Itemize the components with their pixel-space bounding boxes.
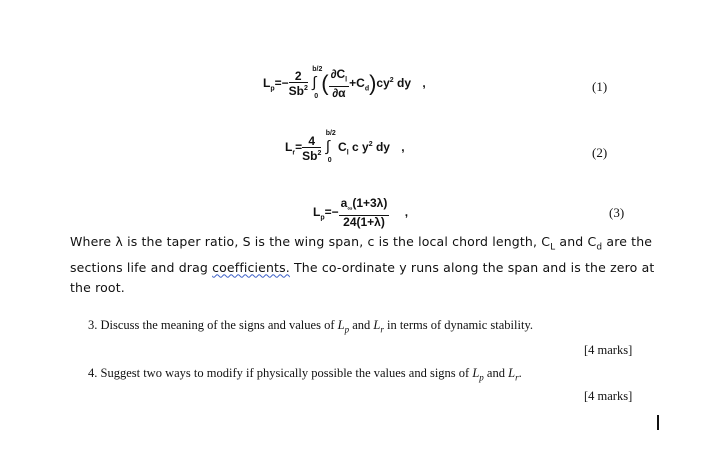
q3-prefix: 3. Discuss the meaning of the signs and values of	[88, 318, 338, 332]
q4-var-2-sub: r	[515, 372, 519, 383]
eq3-comma: ,	[404, 204, 409, 219]
eq1-tail-sup: 2	[389, 76, 394, 84]
question-3	[88, 318, 533, 335]
integral-sign-icon: ∫	[325, 138, 330, 155]
eq1-open-paren: (	[321, 70, 329, 96]
eq3-num-rest: (1+3λ)	[352, 196, 388, 210]
q3-var-2: L	[373, 318, 381, 332]
para-text-1: Where λ is the taper ratio, S is the wing span, c is the local chord length, C	[70, 234, 551, 249]
eq1-dy: dy	[397, 75, 412, 90]
equation-2	[285, 130, 405, 164]
para-text-4: The co-ordinate y runs along the span and is the zero at the root.	[70, 259, 655, 295]
eq3-num-a: a	[340, 196, 348, 210]
eq1-int-lower: 0	[314, 92, 319, 100]
eq1-coef-num: 2	[289, 70, 308, 83]
eq3-fraction	[339, 197, 390, 228]
eq2-int-lower: 0	[327, 157, 332, 164]
eq1-prefix: =−	[274, 75, 289, 90]
equation-1	[263, 65, 426, 101]
eq3-num-a-sub: ∞	[347, 205, 353, 213]
equation-2-label: (2)	[592, 145, 608, 160]
eq1-integral	[311, 65, 323, 100]
para-text-3: are the sections life and drag	[70, 234, 653, 275]
question-3-marks: [4 marks]	[584, 343, 633, 357]
eq1-partial-fraction	[329, 68, 350, 99]
q4-suffix: .	[518, 366, 522, 380]
para-sub-d: d	[596, 242, 603, 253]
eq1-int-upper: b/2	[312, 65, 323, 73]
q4-mid: and	[483, 366, 509, 380]
eq2-body-sub: l	[346, 149, 349, 157]
q3-var-1-sub: p	[344, 324, 350, 335]
spellcheck-underlined-word[interactable]: coefficients.	[212, 259, 290, 275]
eq2-coef-den-text: Sb	[302, 148, 318, 163]
para-text-2: and C	[555, 234, 597, 249]
eq1-coef-den-sup: 2	[303, 85, 308, 93]
eq1-plus-term: +C	[349, 75, 365, 90]
equation-3-label: (3)	[609, 205, 625, 220]
eq2-body2: c y	[352, 140, 369, 155]
eq1-partial-num-sub: l	[345, 76, 348, 84]
q4-var-1-sub: p	[479, 372, 484, 383]
q4-prefix: 4. Suggest two ways to modify if physically possible the values and signs of	[88, 366, 473, 380]
eq2-int-upper: b/2	[325, 130, 336, 137]
eq2-body2-sup: 2	[368, 141, 373, 149]
eq2-coefficient	[302, 135, 321, 162]
eq2-body: C	[338, 140, 347, 155]
eq1-plus-term-sub: d	[364, 85, 370, 93]
integral-sign-icon: ∫	[312, 73, 317, 91]
eq1-partial-num-text: ∂C	[330, 67, 346, 81]
question-4	[88, 366, 522, 383]
equation-1-label: (1)	[592, 79, 608, 94]
eq3-lhs: L	[313, 204, 321, 219]
eq1-comma: ,	[422, 75, 426, 90]
q3-var-1: L	[337, 318, 345, 332]
question-4-marks: [4 marks]	[584, 389, 633, 403]
eq2-coef-den	[302, 148, 321, 162]
q4-var-1: L	[472, 366, 480, 380]
eq2-integral	[325, 130, 336, 164]
q3-mid: and	[349, 318, 374, 332]
eq1-partial-num	[329, 68, 350, 87]
eq2-comma: ,	[401, 140, 405, 155]
eq2-lhs: L	[285, 140, 293, 155]
eq3-lhs-sub: p	[320, 214, 325, 222]
eq2-lhs-sub: r	[292, 149, 296, 157]
eq1-lhs-sub: p	[270, 85, 275, 93]
eq1-coef-den-text: Sb	[288, 84, 304, 99]
eq3-den: 24(1+λ)	[343, 215, 385, 230]
eq2-coef-num: 4	[302, 135, 321, 148]
eq2-prefix: =	[295, 140, 303, 155]
eq1-lhs: L	[263, 75, 271, 90]
eq1-coefficient	[289, 70, 308, 97]
q4-var-2: L	[508, 366, 516, 380]
definitions-paragraph	[70, 232, 660, 298]
eq2-dy: dy	[375, 140, 390, 155]
eq3-num	[339, 197, 390, 216]
q3-var-2-sub: r	[380, 324, 384, 335]
eq1-close-paren: )	[369, 70, 377, 96]
eq1-tail: cy	[376, 75, 390, 90]
para-sub-l: L	[550, 242, 556, 253]
eq3-prefix: =−	[324, 204, 339, 219]
eq2-coef-den-sup: 2	[317, 149, 322, 157]
eq1-partial-den: ∂α	[332, 86, 346, 101]
eq1-coef-den	[289, 83, 308, 97]
q3-suffix: in terms of dynamic stability.	[383, 318, 534, 332]
equation-3	[313, 197, 408, 228]
text-cursor[interactable]	[657, 415, 659, 430]
